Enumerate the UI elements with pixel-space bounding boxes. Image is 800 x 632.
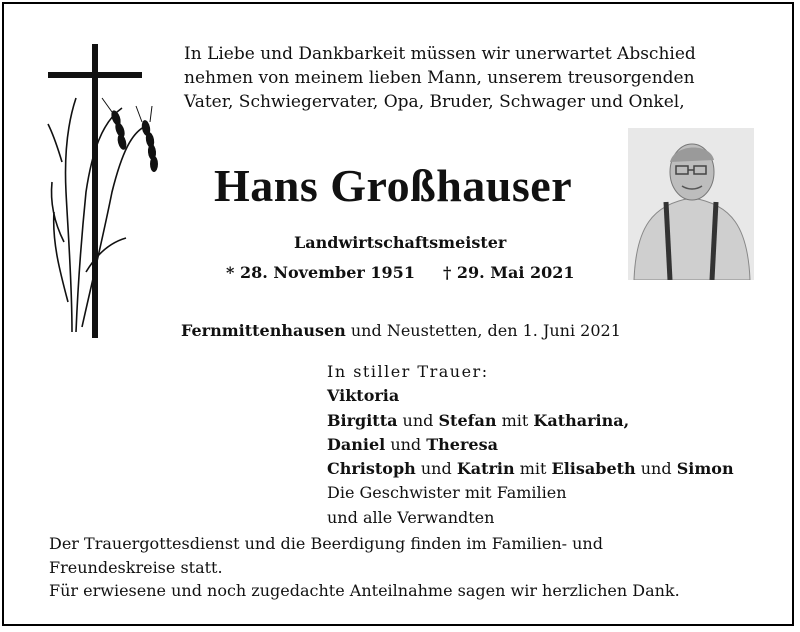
mourner-name: Theresa	[426, 434, 498, 454]
connector-word: und	[402, 410, 434, 430]
intro-line: Vater, Schwiegervater, Opa, Bruder, Schwager und Onkel,	[184, 92, 685, 112]
mourner-name: Katrin	[456, 459, 515, 479]
mourner-name: Birgitta	[327, 410, 398, 430]
mourner-name: Daniel	[327, 434, 386, 454]
place-and-date	[181, 321, 621, 340]
connector-word: und	[390, 434, 422, 454]
mourner-name: Elisabeth	[551, 459, 636, 479]
mourner-name: Simon	[676, 459, 734, 479]
mourner-name: Viktoria	[327, 386, 400, 406]
place-rest: und Neustetten, den 1. Juni 2021	[350, 321, 621, 340]
intro-line: nehmen von meinem lieben Mann, unserem treusorgenden	[184, 68, 695, 88]
mourners-list	[327, 360, 734, 530]
footer-line: Der Trauergottesdienst und die Beerdigung finden im Familien- und	[49, 534, 603, 553]
intro-line: In Liebe und Dankbarkeit müssen wir unerwartet Abschied	[184, 44, 696, 64]
obituary-notice	[2, 2, 794, 626]
life-dates	[226, 263, 575, 282]
mourner-name: Stefan	[438, 410, 497, 430]
footer-line: Für erwiesene und noch zugedachte Anteilnahme sagen wir herzlichen Dank.	[49, 581, 680, 600]
portrait-photo	[628, 128, 754, 280]
connector-word: und	[640, 459, 672, 479]
mourners-relatives: und alle Verwandten	[327, 507, 495, 527]
place-town: Fernmittenhausen	[181, 321, 346, 340]
connector-word: mit	[501, 410, 529, 430]
mourners-heading: In stiller Trauer:	[327, 362, 489, 381]
death-date: † 29. Mai 2021	[442, 263, 575, 282]
profession: Landwirtschaftsmeister	[294, 233, 507, 252]
mourner-name: Katharina,	[533, 410, 630, 430]
birth-date: * 28. November 1951	[226, 263, 415, 282]
footer-text	[49, 532, 680, 603]
cross-with-wheat-icon	[42, 42, 172, 342]
connector-word: und	[420, 459, 452, 479]
mourner-name: Christoph	[327, 459, 416, 479]
connector-word: mit	[519, 459, 547, 479]
intro-text	[184, 42, 744, 114]
mourners-siblings: Die Geschwister mit Familien	[327, 483, 567, 503]
footer-line: Freundeskreise statt.	[49, 557, 223, 577]
deceased-name: Hans Großhauser	[214, 160, 573, 211]
